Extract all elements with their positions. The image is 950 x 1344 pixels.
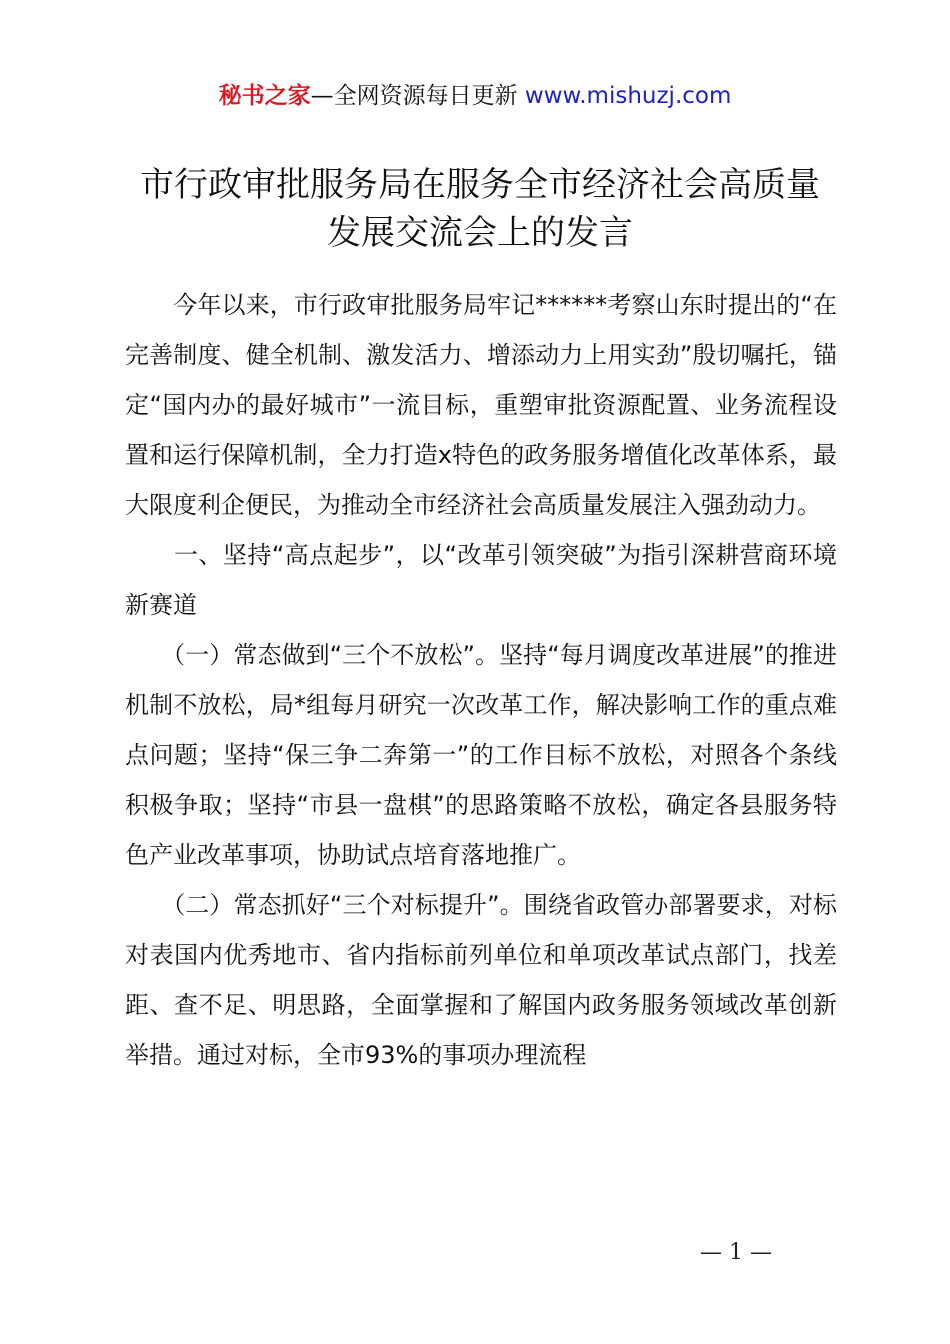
site-header — [0, 80, 950, 112]
title-line-2: 发展交流会上的发言 — [327, 213, 633, 253]
brand-name: 秘书之家 — [218, 83, 311, 109]
header-tagline: —全网资源每日更新 — [310, 83, 525, 109]
document-title — [110, 161, 850, 257]
subsection-2-paragraph: （二）常态抓好“三个对标提升”。围绕省政管办部署要求，对标对表国内优秀地市、省内指标前列单位和单项改革试点部门，找差距、查不足、明思路，全面掌握和了解国内政务服务领域改革创新举措。通过对标，全市93%的事项办理流程 — [125, 891, 837, 1069]
title-line-1: 市行政审批服务局在服务全市经济社会高质量 — [140, 165, 820, 205]
site-url[interactable]: www.mishuzj.com — [524, 83, 732, 109]
document-body — [125, 280, 837, 1080]
section-heading-1: 一、坚持“高点起步”，以“改革引领突破”为指引深耕营商环境新赛道 — [125, 541, 837, 619]
page-number: — 1 — — [700, 1240, 772, 1265]
intro-paragraph: 今年以来，市行政审批服务局牢记******考察山东时提出的“在完善制度、健全机制、激发活力、增添动力上用实劲”殷切嘱托，锚定“国内办的最好城市”一流目标，重塑审批资源配置、业务流程设置和运行保障机制，全力打造x特色的政务服务增值化改革体系，最大限度利企便民，为推动全市经济社会高质量发展注入强劲动力。 — [125, 291, 837, 519]
subsection-1-paragraph: （一）常态做到“三个不放松”。坚持“每月调度改革进展”的推进机制不放松，局*组每月研究一次改革工作，解决影响工作的重点难点问题；坚持“保三争二奔第一”的工作目标不放松，对照各个条线积极争取；坚持“市县一盘棋”的思路策略不放松，确定各县服务特色产业改革事项，协助试点培育落地推广。 — [125, 641, 837, 869]
